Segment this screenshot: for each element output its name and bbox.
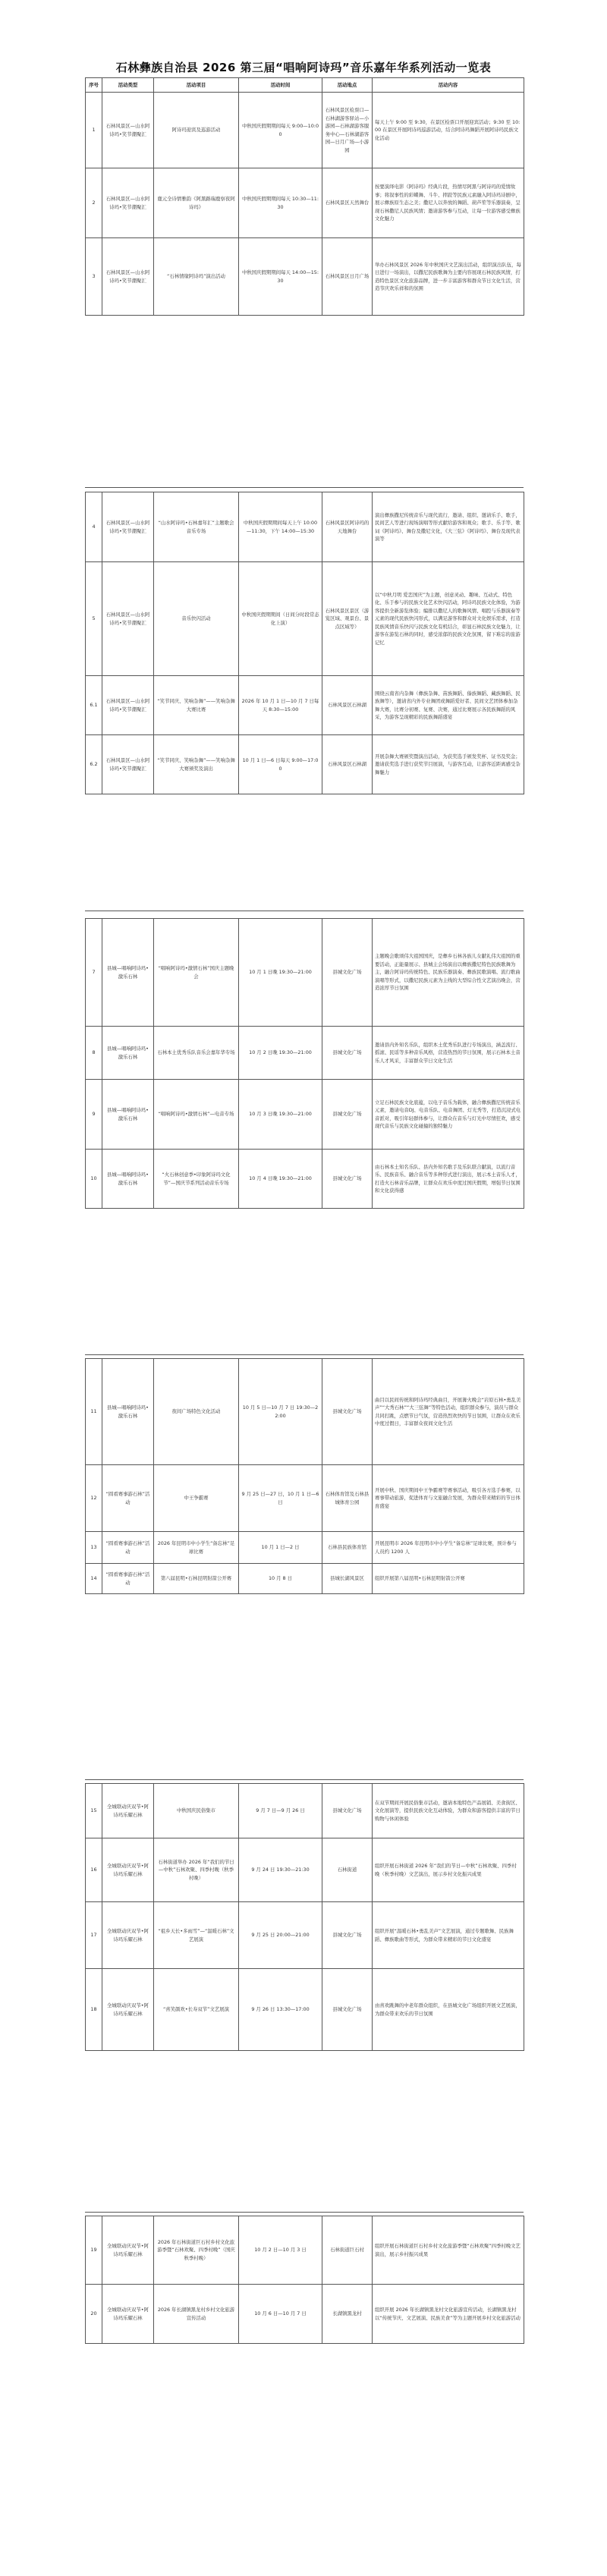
row-no: 4 [86,492,102,562]
row-content: 组织开展石林街道巨石村乡村文化旅游季暨“石林欢聚”四季村晚文艺演出，展示乡村振兴成果 [373,2216,524,2285]
row-item: 石林街道举办 2026 年“我们的节日—中秋”石林欢聚、四季村晚（秋季村晚） [154,1838,239,1902]
row-time: 9 月 24 日 19:30—21:30 [239,1838,322,1902]
row-content: 由喜欢跳舞的中老年群众组织，在县城文化广场组织开展文艺展演，为群众带来欢乐的节日氛围 [373,1969,524,2051]
row-no: 5 [86,562,102,676]
table-row [86,1784,524,1838]
row-type: 全城联动庆双节•阿诗玛乐耀石林 [102,1969,154,2051]
row-time: 9 月 25 日 20:00—21:00 [239,1902,322,1969]
table-row [86,1359,524,1465]
row-item: “祖乡天长•多雨雪”—“温暖石林”文艺展演 [154,1902,239,1969]
row-place: 石林县民族体育馆 [322,1532,373,1564]
row-place: 石林风景区检票口—石林湖游客驿站—小游园—石林湖游客服务中心—石林湖游客园—日月广场—小游园 [322,93,373,168]
row-no: 12 [86,1465,102,1532]
activity-table [85,2216,524,2344]
row-place: 石林街道 [322,1838,373,1902]
row-type: 全城联动庆双节•阿诗玛乐耀石林 [102,1902,154,1969]
row-type: 县城—唱响阿诗玛•激乐石林 [102,919,154,1027]
row-type: 石林风景区—山水阿诗玛•笑节潮聚汇 [102,562,154,676]
row-type: 石林风景区—山水阿诗玛•笑节潮聚汇 [102,492,154,562]
row-content: 曲目以民间传统和阿诗玛经典曲目，开展篝火晚会“岩原石林•勇乱美声”“大秀石林”“大三弦舞”等特色活动，组织群众参与，演员与群众共同打跳，点燃节日气氛，营造热烈欢快的节日氛围，让群众在欢乐中度过假日，丰富群众夜间文化生活 [373,1359,524,1465]
row-time: 10 月 2 日—10 月 3 日 [239,2216,322,2285]
row-time: 10 月 6 日—10 月 7 日 [239,2285,322,2344]
row-item: 2026 年昆明市中小学生“备忘林”足球比赛 [154,1532,239,1564]
row-place: 石林风景区阿诗玛的天地舞台 [322,492,373,562]
table-row [86,676,524,735]
row-time: 10 月 4 日晚 19:30—21:00 [239,1150,322,1209]
header-time: 活动时间 [239,78,322,93]
row-place: 石林风景区石林湖 [322,676,373,735]
table-segment-3 [85,918,524,1209]
table-top-rule [85,1779,524,1780]
row-place: 石林风景区天然舞台 [322,168,373,238]
row-type: 县城—唱响阿诗玛•激乐石林 [102,1359,154,1465]
header-content: 活动内容 [373,78,524,93]
row-no: 10 [86,1150,102,1209]
row-item: “笑节同庆、笑响杂舞”——笑响杂舞大赛比赛 [154,676,239,735]
row-item: “唱响阿诗玛•激情石林”国庆主题晚会 [154,919,239,1027]
row-time: 10 月 2 日晚 19:30—21:00 [239,1027,322,1080]
row-time: 10 月 8 日 [239,1564,322,1594]
activity-table [85,1783,524,2051]
table-segment-1 [85,77,524,316]
row-item: 阿诗玛迎宾及巡游活动 [154,93,239,168]
row-time: 2026 年 10 月 1 日—10 月 7 日每天 8:30—15:00 [239,676,322,735]
row-item: “笑节同庆、笑响杂舞”——笑响杂舞大赛颁奖及演出 [154,735,239,794]
row-content: 邀请县内外知名乐队，组织本土优秀乐队进行专场演出，涵盖流行、摇滚、民谣等多种音乐风格，营造热烈的节日氛围，展示石林本土音乐人才风采，丰富群众节日文化生活 [373,1027,524,1080]
row-item: 第八届昆明•石林昆明射箭公开赛 [154,1564,239,1594]
row-no: 13 [86,1532,102,1564]
table-row [86,919,524,1027]
activity-table [85,1358,524,1594]
row-item: “山水阿诗玛•石林嘉年汇”主题歌会音乐专场 [154,492,239,562]
row-no: 19 [86,2216,102,2285]
row-no: 6.2 [86,735,102,794]
row-type: 县城—唱响阿诗玛•激乐石林 [102,1080,154,1150]
row-no: 17 [86,1902,102,1969]
row-item: 石林本土优秀乐队音乐会嘉年华专场 [154,1027,239,1080]
row-place: 石林街道巨石村 [322,2216,373,2285]
row-no: 15 [86,1784,102,1838]
row-time: 中秋国庆假期期间每天上午 10:00—11:30，下午 14:00—15:30 [239,492,322,562]
row-content: 组织开展“温暖石林•勇乱美声”文艺展演，通过专题歌舞、民族舞蹈、彝族歌曲等形式，为群众带来精彩的节日文化盛宴 [373,1902,524,1969]
table-top-rule [85,2212,524,2213]
row-no: 18 [86,1969,102,2051]
row-place: 石林风景区日月广场 [322,238,373,316]
row-content: 组织开展 2026 年长湖镇黑龙村文化旅游宣传活动，长湖镇黑龙村以“传统节庆、文艺展演、民族美食”等为主题开展乡村文化旅游活动 [373,2285,524,2344]
row-type: 全城联动庆双节•阿诗玛乐耀石林 [102,2216,154,2285]
row-type: “圆看赛事游石林”活动 [102,1532,154,1564]
row-time: 10 月 1 日晚 19:30—21:00 [239,919,322,1027]
row-content: 举办石林风景区 2026 年中秋国庆文艺演出活动，组织演出队伍，每日进行一场演出，以撒尼民族歌舞为主要内容展现石林民族风情，打造特色景区文化旅游品牌，进一步丰富游客和群众节日文化生活，营造节庆欢乐祥和的氛围 [373,238,524,316]
header-no: 序号 [86,78,102,93]
row-place: 石林风景区景区（游览区域、观景台、景点区域等） [322,562,373,676]
row-content: 组织开展第八届昆明•石林昆明射箭公开赛 [373,1564,524,1594]
table-top-rule [85,1354,524,1355]
table-row [86,1080,524,1150]
table-row [86,1532,524,1564]
table-segment-5 [85,1783,524,2051]
table-row [86,492,524,562]
row-place: 县城文化广场 [322,1150,373,1209]
row-no: 7 [86,919,102,1027]
row-item: “唱响阿诗玛•激情石林”—电音专场 [154,1080,239,1150]
table-segment-2 [85,492,524,794]
row-content: 按要演绎电影《阿诗玛》经典片段，热情尽阿黑与阿诗玛的爱情故事；将叙事性的彩蝶舞、斗牛、摔跤等民族元素融入阿诗玛诗剧中，展示彝族原生态之美；撒尼人以奔放的舞蹈、葫芦笙等乐器演奏，呈现石林撒尼人民族风情；邀请游客参与互动，让每一位游客感受彝族文化魅力 [373,168,524,238]
table-row [86,1564,524,1594]
table-row [86,1969,524,2051]
row-type: 石林风景区—山水阿诗玛•笑节潮聚汇 [102,168,154,238]
row-type: “圆看赛事游石林”活动 [102,1564,154,1594]
table-top-rule [85,487,524,488]
row-place: 县城文化广场 [322,1027,373,1080]
table-row [86,238,524,316]
table-row [86,1838,524,1902]
row-time: 10 月 3 日晚 19:30—21:00 [239,1080,322,1150]
row-item: “石林情缘阿诗玛”演出活动 [154,238,239,316]
row-item: 2026 年长湖镇黑龙村乡村文化旅游宣传活动 [154,2285,239,2344]
row-no: 1 [86,93,102,168]
row-time: 9 月 25 日—27 日，10 月 1 日—6 日 [239,1465,322,1532]
row-place: 县城文化广场 [322,1902,373,1969]
table-row [86,1027,524,1080]
row-type: 石林风景区—山水阿诗玛•笑节潮聚汇 [102,735,154,794]
header-item: 活动项目 [154,78,239,93]
row-type: 县城—唱响阿诗玛•激乐石林 [102,1150,154,1209]
row-place: 县城文化广场 [322,1969,373,2051]
row-time: 9 月 7 日—9 月 26 日 [239,1784,322,1838]
row-place: 县城长湖风景区 [322,1564,373,1594]
row-place: 县城文化广场 [322,1359,373,1465]
row-no: 14 [86,1564,102,1594]
row-place: 石林风景区石林湖 [322,735,373,794]
table-row [86,1902,524,1969]
row-no: 6.1 [86,676,102,735]
row-place: 县城文化广场 [322,1784,373,1838]
row-no: 3 [86,238,102,316]
row-place: 长湖镇黑龙村 [322,2285,373,2344]
row-content: 由石林本土知名乐队、县内外知名歌手及乐队联合献演，以流行音乐、民族音乐、融合音乐等多种形式进行演出，展示本土音乐人才，打造火石林音乐品牌，让群众在欢乐中度过国庆假期，增强节日氛围和文化获得感 [373,1150,524,1209]
table-row [86,2285,524,2344]
row-item: “火石林创意季•印象阿诗玛文化节”—国庆节系列活动音乐专场 [154,1150,239,1209]
table-segment-6 [85,2216,524,2344]
row-content: 组织开展石林街道 2026 年“我们的节日—中秋”石林欢聚、四季村晚（秋季村晚）文艺演出，展示乡村文化振兴成果 [373,1838,524,1902]
row-time: 中秋国庆假期期间每天 9:00—10:00 [239,93,322,168]
row-no: 11 [86,1359,102,1465]
row-no: 20 [86,2285,102,2344]
row-no: 2 [86,168,102,238]
row-time: 中秋国庆假期期间每天 10:30—11:30 [239,168,322,238]
activity-table [85,77,524,316]
row-content: 开展杂舞大赛颁奖暨演出活动，为获奖选手颁发奖杯、证书及奖金；邀请获奖选手进行获奖节目展演，与游客互动，让游客近距离感受杂舞魅力 [373,735,524,794]
row-no: 8 [86,1027,102,1080]
table-row [86,735,524,794]
row-item: “喜笑颜欢•长寿双节”文艺展演 [154,1969,239,2051]
row-time: 中秋国庆假期期间每天 14:00—15:30 [239,238,322,316]
row-item: 音乐快闪活动 [154,562,239,676]
row-no: 16 [86,1838,102,1902]
row-no: 9 [86,1080,102,1150]
table-segment-4 [85,1358,524,1594]
row-content: 围绕云南省内杂舞（彝族杂舞、苗族舞蹈、傣族舞蹈、藏族舞蹈、民族舞等），邀请省内外专业舞团或舞蹈爱好者、民间文艺团体参加杂舞大赛，比赛分初赛、复赛、决赛，通过比赛展示各民族舞蹈的风采，为游客呈现精彩的民族舞蹈盛宴 [373,676,524,735]
row-content: 开展中秋、国庆期间中王争霸赛等赛事活动，吸引各方选手参赛，以赛事带动旅游，促进体育与文旅融合发展，为群众带来精彩的节日体育盛宴 [373,1465,524,1532]
row-content: 以“中秋月明 爱恋国庆”为主题，创意灵动、趣味、互动式、特色化、乐于参与的民族文化艺术快闪活动，阿诗玛民族文化体验，为游客提供全新游览体验；编排以撒尼人的歌舞风情、唱腔与乐器演奏等元素的现代民族快闪形式，以满足游客和群众对文化娱乐需求，打造民族风情音乐快闪与民族文化有机结合，彰显石林民族文化魅力，让游客在游览石林的同时，感受浓郁的民族文化氛围，留下难忘的旅游记忆 [373,562,524,676]
row-time: 10 月 1 日—6 日每天 9:00—17:00 [239,735,322,794]
row-content: 立足石林民族文化底蕴，以电子音乐为载体，融合彝族撒尼传统音乐元素，邀请电音DJ、电音乐队、电音舞团、灯光秀等，打造沉浸式电音派对，吸引年轻群体参与，让群众在音乐与灯光中尽情狂欢，感受现代音乐与民族文化碰撞的独特魅力 [373,1080,524,1150]
activity-table [85,492,524,794]
row-type: 全城联动庆双节•阿诗玛乐耀石林 [102,2285,154,2344]
row-place: 县城文化广场 [322,1080,373,1150]
table-header-row [86,78,524,93]
row-type: 全城联动庆双节•阿诗玛乐耀石林 [102,1784,154,1838]
row-content: 演出彝族撒尼传统音乐与现代流行，邀请、组织、邀请乐手、歌手，民间艺人等进行现场演唱等形式献给游客和观众；歌手、乐手等、歌词《阿诗玛》、舞台及撒尼文化，《大三弦》《阿诗玛》、舞台及现代表演等 [373,492,524,562]
row-time: 中秋国庆假期期间（日间分时段常态化上演） [239,562,322,676]
row-content: 每天上午 9:00 至 9:30，在景区检票口开展迎宾活动；9:30 至 10:00 在景区开展阿诗玛巡游活动，结合阿诗玛舞蹈开展阿诗玛民族文化活动 [373,93,524,168]
row-place: 县城文化广场 [322,919,373,1027]
row-item: 中王争霸赛 [154,1465,239,1532]
header-type: 活动类型 [102,78,154,93]
row-place: 石林体育馆及石林县城体育公园 [322,1465,373,1532]
row-content: 主题晚会歌颂伟大祖国国庆，是彝乡石林各族儿女献礼伟大祖国的重要活动，正能量展示、县城主会场演出以彝族撒尼特色民族歌舞为主，融合阿诗玛传统特色、民族乐器演奏、彝族民歌演唱、流行歌曲演唱等形式，以撒尼民族元素为主线的大型综合性文艺演出晚会，营造浓厚节日氛围 [373,919,524,1027]
row-item: 中秋国庆民俗集市 [154,1784,239,1838]
row-item: 夜间广场特色文化活动 [154,1359,239,1465]
table-row [86,168,524,238]
row-type: 县城—唱响阿诗玛•激乐石林 [102,1027,154,1080]
page-title: 石林彝族自治县 2026 第三届“唱响阿诗玛”音乐嘉年华系列活动一览表 [115,61,492,74]
table-row [86,1465,524,1532]
table-row [86,562,524,676]
row-type: “圆看赛事游石林”活动 [102,1465,154,1532]
row-content: 在双节期间开展民俗集市活动，邀请本地特色产品展销、美食街区、文化展演等，提供民族文化互动体验，为群众和游客提供丰富的节日购物与休闲体验 [373,1784,524,1838]
row-type: 全城联动庆双节•阿诗玛乐耀石林 [102,1838,154,1902]
row-time: 10 月 1 日—2 日 [239,1532,322,1564]
row-time: 10 月 5 日—10 月 7 日 19:30—22:00 [239,1359,322,1465]
row-time: 9 月 26 日 13:30—17:00 [239,1969,322,2051]
row-type: 石林风景区—山水阿诗玛•笑节潮聚汇 [102,238,154,316]
row-content: 开展昆明市 2026 年昆明市中小学生“备忘林”足球比赛，预计参与人员约 1200 人 [373,1532,524,1564]
table-row [86,1150,524,1209]
row-item: 鹿元全诗情雅韵《阿黑路瑞鹿察夜阿诗玛》 [154,168,239,238]
activity-table [85,918,524,1209]
row-item: 2026 年石林街道巨石村乡村文化旅游季暨“石林欢聚、四季村晚”（国庆秋季村晚） [154,2216,239,2285]
table-row [86,2216,524,2285]
row-type: 石林风景区—山水阿诗玛•笑节潮聚汇 [102,676,154,735]
table-row [86,93,524,168]
row-type: 石林风景区—山水阿诗玛•笑节潮聚汇 [102,93,154,168]
header-place: 活动地点 [322,78,373,93]
